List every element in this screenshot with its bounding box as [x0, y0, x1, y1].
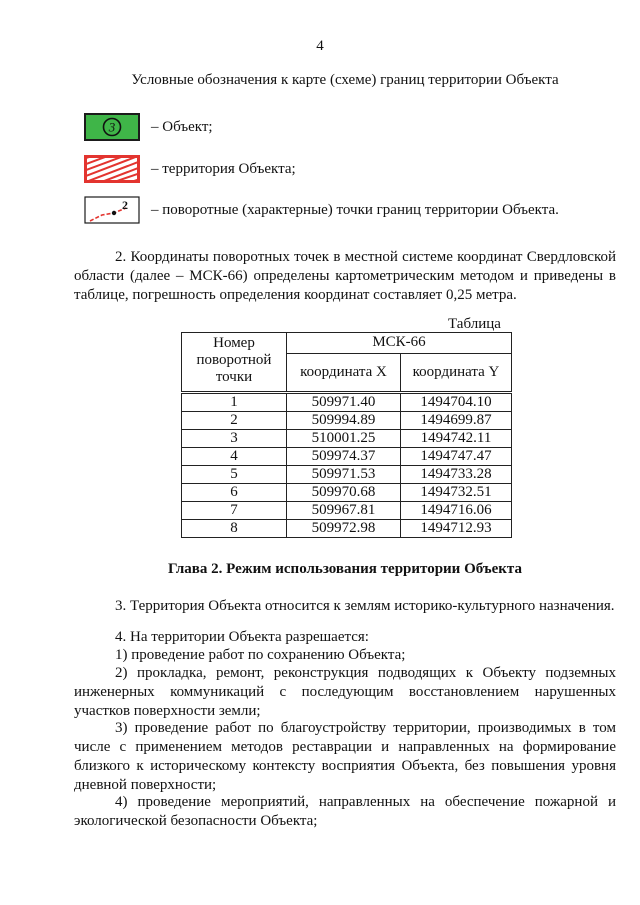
cell-coordinate-x: 509970.68	[287, 484, 401, 502]
object-symbol-number: 3	[108, 119, 116, 135]
cell-coordinate-x: 509971.53	[287, 466, 401, 484]
cell-point-number: 2	[182, 412, 287, 430]
header-x: координата X	[287, 353, 401, 392]
table-row	[182, 466, 512, 484]
header-y: координата Y	[401, 353, 512, 392]
cell-coordinate-x: 510001.25	[287, 430, 401, 448]
cell-coordinate-x: 509974.37	[287, 448, 401, 466]
object-symbol-icon	[84, 113, 140, 141]
cell-coordinate-y: 1494747.47	[401, 448, 512, 466]
cell-point-number: 1	[182, 393, 287, 412]
header-system: МСК-66	[287, 333, 512, 354]
turning-point-number: 2	[122, 198, 128, 212]
cell-point-number: 5	[182, 466, 287, 484]
table-row	[182, 448, 512, 466]
territory-symbol-icon	[84, 155, 140, 183]
legend-item-object	[84, 113, 213, 141]
cell-point-number: 8	[182, 520, 287, 538]
cell-point-number: 4	[182, 448, 287, 466]
cell-point-number: 6	[182, 484, 287, 502]
cell-coordinate-x: 509971.40	[287, 393, 401, 412]
turning-point-symbol-icon	[84, 196, 140, 224]
legend-label-territory: – территория Объекта;	[151, 160, 296, 177]
cell-coordinate-x: 509972.98	[287, 520, 401, 538]
cell-coordinate-x: 509967.81	[287, 502, 401, 520]
list-item-3: 3) проведение работ по благоустройству территории, производимых в том числе с применением методов реставрации и направленных на формирование близкого к историческому контексту восприятия Объекта, без повышения уровня дневной поверхности;	[74, 720, 616, 793]
legend-label-object: – Объект;	[151, 118, 213, 135]
legend-label-turning-point: – поворотные (характерные) точки границ территории Объекта.	[151, 201, 559, 218]
table-caption: Таблица	[448, 316, 501, 332]
coordinates-table	[181, 332, 512, 538]
table-row	[182, 484, 512, 502]
list-item-1: 1) проведение работ по сохранению Объекта;	[115, 647, 406, 663]
chapter-title: Глава 2. Режим использования территории Объекта	[168, 561, 522, 577]
table-row	[182, 412, 512, 430]
cell-coordinate-y: 1494732.51	[401, 484, 512, 502]
table-body	[182, 393, 512, 538]
list-item-2: 2) прокладка, ремонт, реконструкция подводящих к Объекту подземных инженерных коммуникаций с последующим восстановлением нарушенных участков поверхности земли;	[74, 665, 616, 719]
cell-coordinate-y: 1494704.10	[401, 393, 512, 412]
table-row	[182, 430, 512, 448]
cell-coordinate-y: 1494699.87	[401, 412, 512, 430]
legend-title: Условные обозначения к карте (схеме) границ территории Объекта	[131, 72, 559, 88]
cell-coordinate-x: 509994.89	[287, 412, 401, 430]
table-row	[182, 502, 512, 520]
cell-coordinate-y: 1494733.28	[401, 466, 512, 484]
legend-item-turning-point	[84, 196, 559, 224]
cell-point-number: 7	[182, 502, 287, 520]
cell-coordinate-y: 1494716.06	[401, 502, 512, 520]
legend-item-territory	[84, 155, 296, 183]
header-point-number: Номер поворотной точки	[182, 333, 287, 393]
paragraph-3: 3. Территория Объекта относится к землям историко-культурного назначения.	[115, 598, 615, 614]
cell-point-number: 3	[182, 430, 287, 448]
list-item-4: 4) проведение мероприятий, направленных на обеспечение пожарной и экологической безопасности Объекта;	[74, 794, 616, 829]
paragraph-2: 2. Координаты поворотных точек в местной системе координат Свердловской области (далее – МСК-66) определены картометрическим методом и приведены в таблице, погрешность определения координат составляет 0,25 метра.	[74, 249, 616, 303]
table-row	[182, 393, 512, 412]
cell-coordinate-y: 1494712.93	[401, 520, 512, 538]
cell-coordinate-y: 1494742.11	[401, 430, 512, 448]
table-row	[182, 520, 512, 538]
page-number: 4	[316, 38, 324, 54]
paragraph-4: 4. На территории Объекта разрешается:	[115, 629, 369, 645]
